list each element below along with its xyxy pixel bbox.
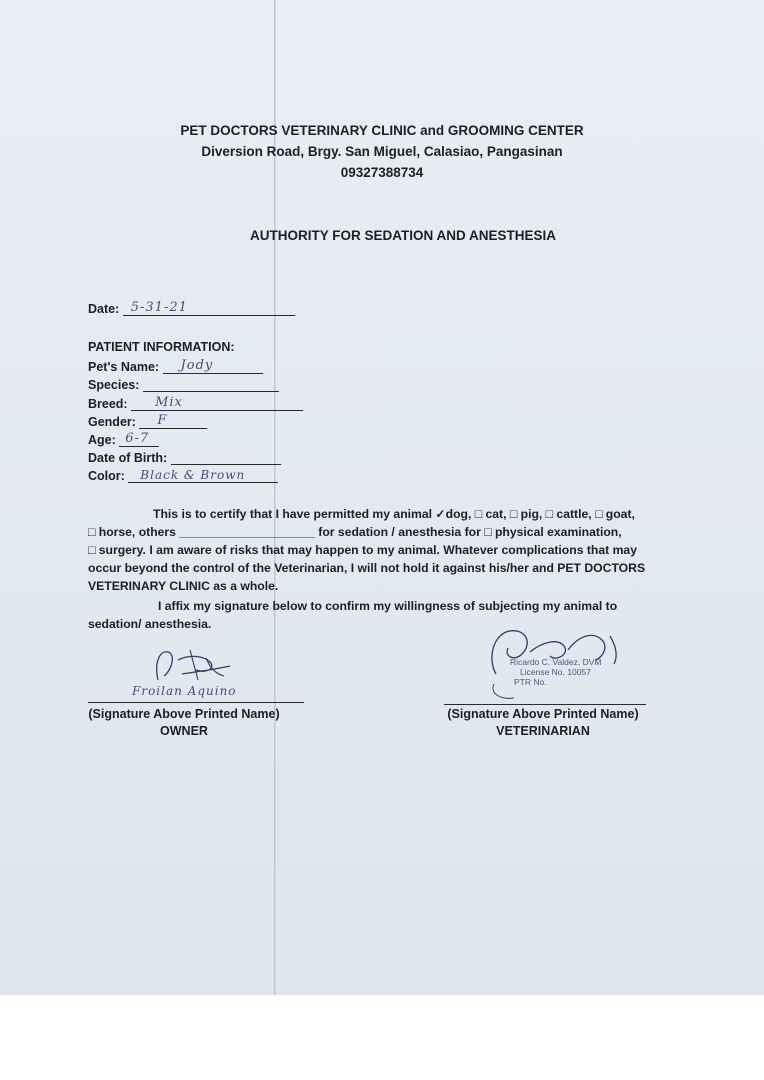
gender-label: Gender: (88, 415, 136, 429)
gender-value: F (157, 413, 168, 428)
gender-field (139, 413, 207, 429)
certification-line-3: □ surgery. I am aware of risks that may happen to my animal. Whatever complications that may (88, 543, 637, 557)
date-field (123, 300, 295, 316)
veterinarian-stamp (510, 657, 601, 687)
document-title: AUTHORITY FOR SEDATION AND ANESTHESIA (249, 228, 556, 243)
certification-paragraph (88, 505, 672, 595)
owner-caption: (Signature Above Printed Name) (88, 707, 280, 721)
owner-role: OWNER (160, 724, 208, 738)
age-value: 6-7 (125, 431, 150, 446)
clinic-phone: 09327388734 (340, 165, 424, 180)
certification-line-1: This is to certify that I have permitted my animal ✓dog, □ cat, □ pig, □ cattle, □ goat, (153, 507, 635, 521)
stamp-ptr: PTR No. (514, 677, 547, 687)
species-row (88, 376, 279, 394)
patient-heading: PATIENT INFORMATION: (88, 340, 235, 354)
date-of-birth-label: Date of Birth: (88, 451, 168, 465)
color-row (88, 467, 278, 485)
date-label: Date: (88, 302, 120, 316)
age-label: Age: (88, 433, 116, 447)
age-row (88, 431, 159, 449)
date-value: 5-31-21 (130, 300, 188, 315)
breed-field (131, 395, 303, 411)
owner-signature-block (84, 706, 284, 740)
breed-label: Breed: (88, 397, 128, 411)
pets-name-field (163, 358, 263, 374)
gender-row (88, 413, 207, 431)
clinic-name: PET DOCTORS VETERINARY CLINIC and GROOMING CENTER (180, 123, 584, 138)
date-of-birth-row (88, 449, 281, 467)
age-field (119, 431, 159, 447)
pets-name-label: Pet's Name: (88, 360, 160, 374)
date-row (88, 300, 295, 318)
affirmation-line-1: I affix my signature below to confirm my willingness of subjecting my animal to (158, 599, 618, 613)
certification-line-4: occur beyond the control of the Veterinarian, I will not hold it against his/her and PET DOCTORS (88, 561, 646, 575)
veterinarian-role: VETERINARIAN (496, 724, 590, 738)
clinic-address: Diversion Road, Brgy. San Miguel, Calasiao, Pangasinan (201, 144, 563, 159)
species-field (143, 376, 279, 392)
owner-signature-line (88, 702, 304, 703)
breed-row (88, 395, 303, 413)
pets-name-value: Jody (180, 358, 214, 373)
certification-line-2: □ horse, others ____________________ for sedation / anesthesia for □ physical examination, (88, 525, 622, 539)
breed-value: Mix (155, 395, 183, 410)
color-label: Color: (88, 469, 125, 483)
affirmation-line-2: sedation/ anesthesia. (88, 617, 212, 631)
species-label: Species: (88, 378, 140, 392)
color-field (128, 467, 278, 483)
certification-line-5: VETERINARY CLINIC as a whole. (88, 579, 279, 593)
veterinarian-signature-line (444, 704, 646, 705)
owner-printed-name: Froilan Aquino (132, 684, 237, 698)
veterinarian-caption: (Signature Above Printed Name) (447, 707, 639, 721)
stamp-name: Ricardo C. Valdez, DVM (510, 657, 602, 667)
veterinarian-signature-block (438, 706, 648, 740)
pets-name-row (88, 358, 263, 376)
stamp-license: License No. 10057 (520, 667, 591, 677)
color-value: Black & Brown (140, 468, 246, 482)
date-of-birth-field (171, 449, 281, 465)
